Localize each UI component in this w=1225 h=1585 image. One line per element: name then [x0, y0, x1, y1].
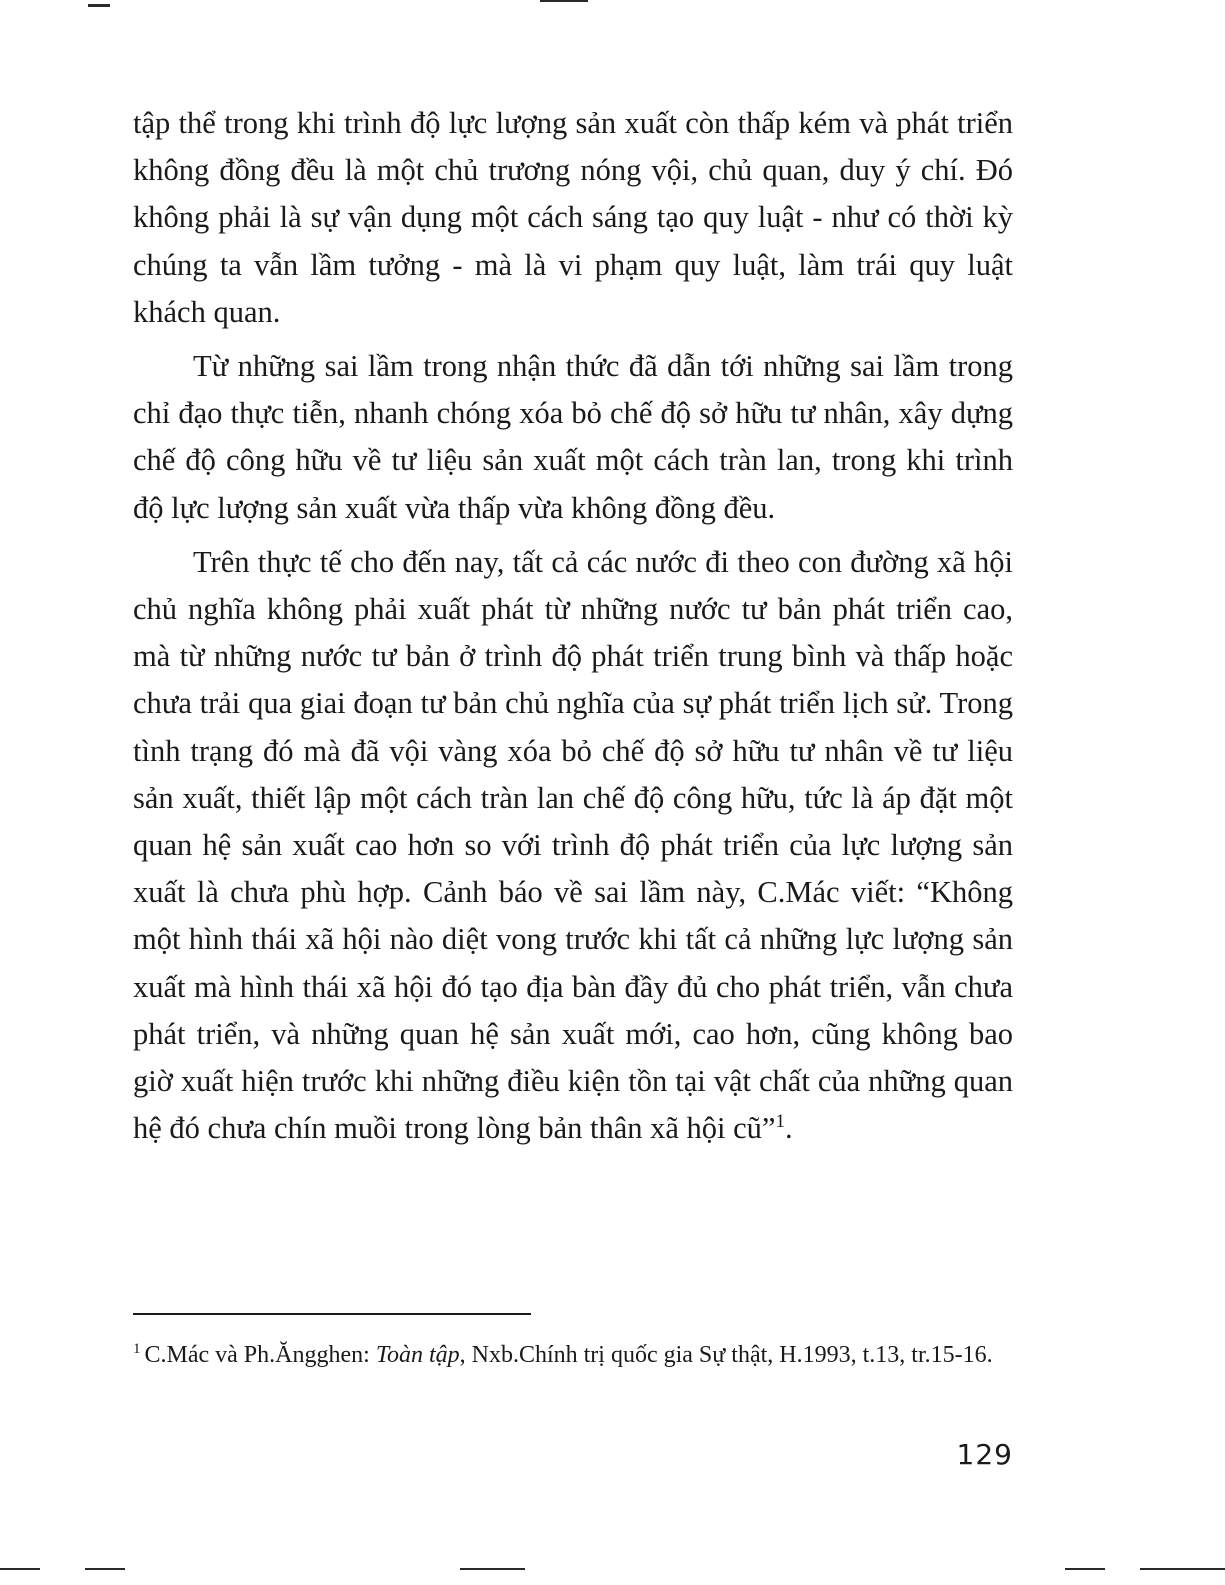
footnote-marker: 1 [133, 1341, 141, 1357]
footnote-separator [133, 1313, 531, 1315]
page-body [133, 100, 1013, 1152]
scan-edge-mark-bottom-center [460, 1568, 525, 1570]
footnote-reference: 1 [775, 1111, 785, 1133]
paragraph-marx-quote [133, 539, 1013, 1153]
page-number: 129 [956, 1438, 1013, 1471]
scan-edge-mark-bottom-far-right [1140, 1568, 1225, 1570]
footnote-title: Toàn tập [375, 1342, 460, 1368]
footnote-citation: , Nxb.Chính trị quốc gia Sự thật, H.1993, t.13, tr.15-16. [459, 1342, 993, 1368]
paragraph-continued: tập thể trong khi trình độ lực lượng sản xuất còn thấp kém và phát triển không đồng đều là một chủ trương nóng vội, chủ quan, duy ý chí. Đó không phải là sự vận dụng một cách sáng tạo quy luật - như có thời kỳ chúng ta vẫn lầm tưởng - mà là vi phạm quy luật, làm trái quy luật khách quan. [133, 106, 1013, 329]
scan-edge-mark-bottom-mid-left [85, 1568, 125, 1570]
scan-edge-mark-top-left [88, 4, 110, 7]
scan-edge-mark-top-center [540, 0, 588, 2]
scan-edge-mark-bottom-left [0, 1568, 40, 1570]
paragraph-marx-quote-text: Trên thực tế cho đến nay, tất cả các nước đi theo con đường xã hội chủ nghĩa không phải xuất phát từ những nước tư bản phát triển cao, mà từ những nước tư bản ở trình độ phát triển trung bình và thấp hoặc chưa trải qua giai đoạn tư bản chủ nghĩa của sự phát triển lịch sử. Trong tình trạng đó mà đã vội vàng xóa bỏ chế độ sở hữu tư nhân về tư liệu sản xuất, thiết lập một cách tràn lan chế độ công hữu, tức là áp đặt một quan hệ sản xuất cao hơn so với trình độ phát triển của lực lượng sản xuất là chưa phù hợp. Cảnh báo về sai lầm này, C.Mác viết: “Không một hình thái xã hội nào diệt vong trước khi tất cả những lực lượng sản xuất mà hình thái xã hội đó tạo địa bàn đầy đủ cho phát triển, vẫn chưa phát triển, và những quan hệ sản xuất mới, cao hơn, cũng không bao giờ xuất hiện trước khi những điều kiện tồn tại vật chất của những quan hệ đó chưa chín muồi trong lòng bản thân xã hội cũ” [133, 544, 1013, 1146]
footnote-author: C.Mác và Ph.Ăngghen: [144, 1342, 376, 1368]
footnote [133, 1338, 1013, 1372]
paragraph-marx-quote-end: . [784, 1111, 793, 1146]
scan-edge-mark-bottom-right [1065, 1568, 1105, 1570]
paragraph-errors-in-practice: Từ những sai lầm trong nhận thức đã dẫn tới những sai lầm trong chỉ đạo thực tiễn, nhanh chóng xóa bỏ chế độ sở hữu tư nhân, xây dựng chế độ công hữu về tư liệu sản xuất một cách tràn lan, trong khi trình độ lực lượng sản xuất vừa thấp vừa không đồng đều. [133, 349, 1013, 525]
